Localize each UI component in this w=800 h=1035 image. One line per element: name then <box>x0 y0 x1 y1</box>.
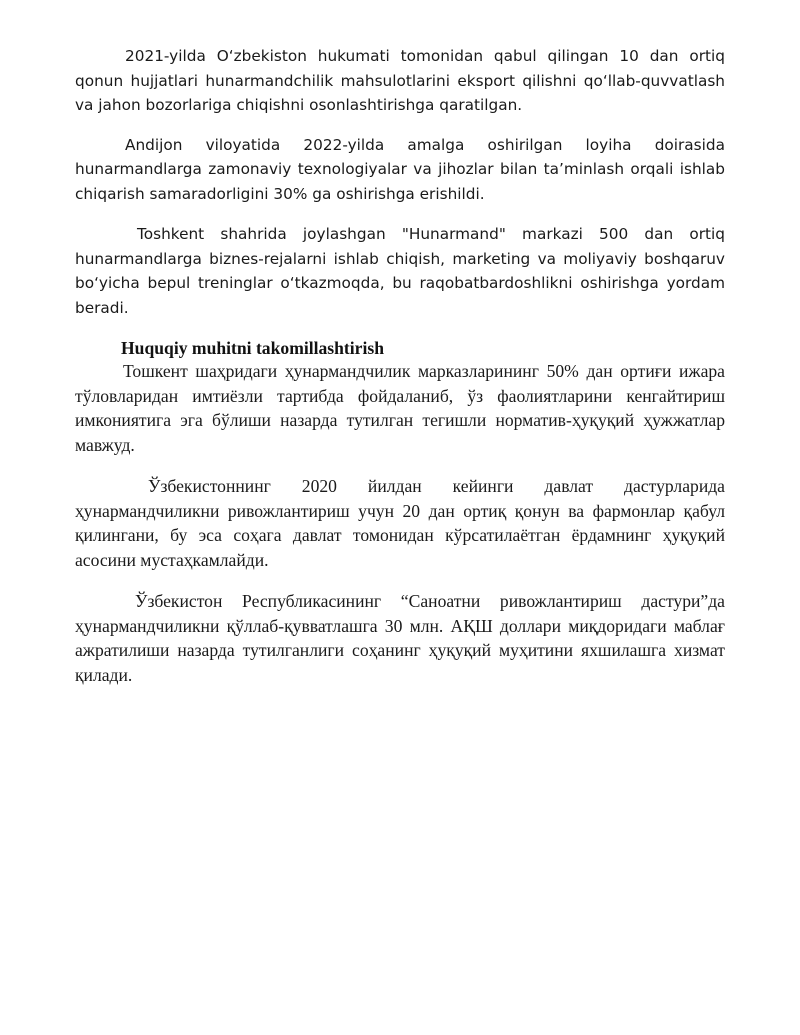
paragraph-hunarmand-center: Toshkent shahrida joylashgan "Hunarmand" markazi 500 dan ortiq hunarmandlarga biznes-rejalarni ishlab chiqish, marketing va moliyaviy boshqaruv bo‘yicha bepul treninglar o‘tkazmoqda, bu raqobatbardoshlikni oshirishga yordam beradi. <box>75 225 725 317</box>
paragraph-andijon-project: Andijon viloyatida 2022-yilda amalga oshirilgan loyiha doirasida hunarmandlarga zamonaviy texnologiyalar va jihozlar bilan ta’minlash orqali ishlab chiqarish samaradorligini 30% ga oshirishga erishildi. <box>75 135 725 203</box>
section-heading: Huquqiy muhitni takomillashtirish <box>121 338 385 358</box>
paragraph-export-laws: 2021-yilda O‘zbekiston hukumati tomonidan qabul qilingan 10 dan ortiq qonun hujjatlari hunarmandchilik mahsulotlarini eksport qilishni qo‘llab-quvvatlash va jahon bozorlariga chiqishni osonlashtirishga qaratilgan. <box>75 47 725 114</box>
paragraph-industry-program: Ўзбекистон Республикасининг “Саноатни ривожлантириш дастури”да ҳунармандчиликни қўллаб-қувватлашга 30 млн. АҚШ доллари миқдоридаги маблағ ажратилиши назарда тутилганлиги соҳанинг ҳуқуқий муҳитини яхшилашга хизмат қилади. <box>75 591 725 685</box>
paragraph-tashkent-rent: Тошкент шаҳридаги ҳунармандчилик марказларининг 50% дан ортиғи ижара тўловларидан имтиёзли тартибда фойдаланиб, ўз фаолиятларини кенгайтириш имкониятига эга бўлиши назарда тутилган тегишли норматив-ҳуқуқий ҳужжатлар мавжуд. <box>75 361 725 455</box>
paragraph-state-programs: Ўзбекистоннинг 2020 йилдан кейинги давлат дастурларида ҳунармандчиликни ривожлантириш учун 20 дан ортиқ қонун ва фармонлар қабул қилингани, бу эса соҳага давлат томонидан кўрсатилаётган ёрдамнинг ҳуқуқий асосини мустаҳкамлайди. <box>75 476 725 570</box>
document-page <box>75 44 725 687</box>
